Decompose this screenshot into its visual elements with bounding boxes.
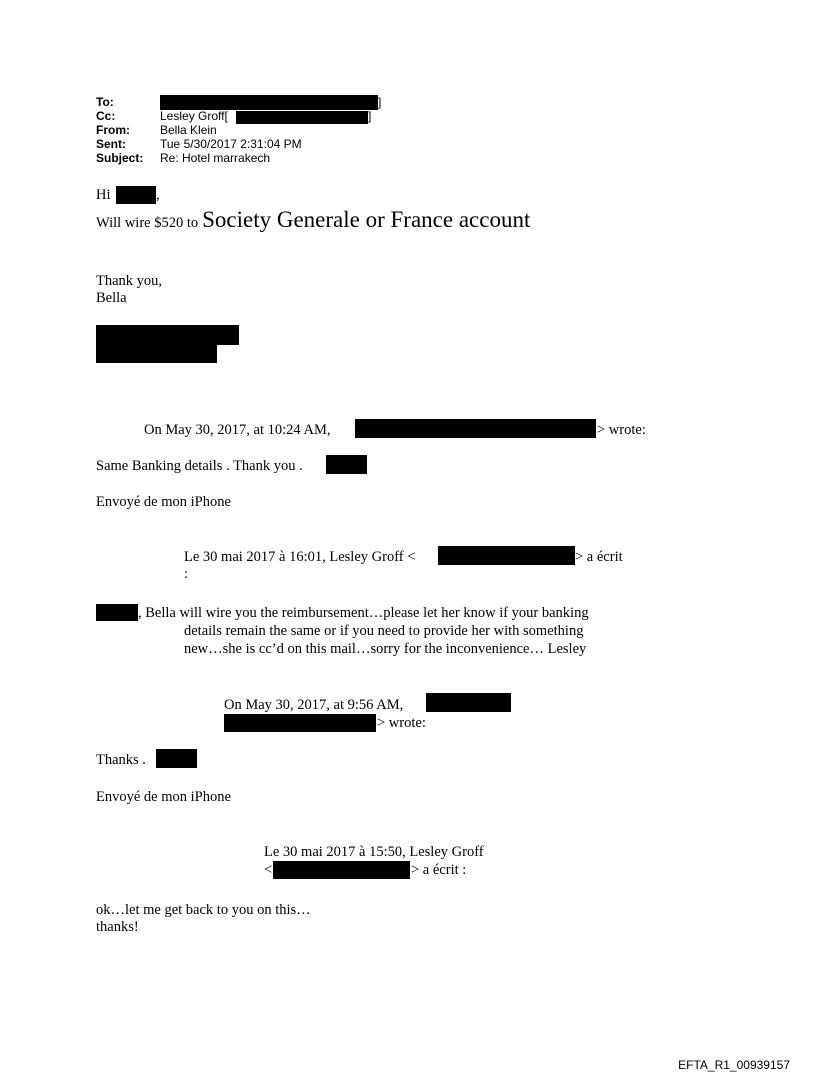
cc-value: Lesley Groff[ — [160, 109, 228, 123]
quote2-intro: Le 30 mai 2017 à 16:01, Lesley Groff < — [184, 549, 416, 565]
quote1-sent-from: Envoyé de mon iPhone — [96, 494, 231, 510]
redaction-quote3-name — [156, 749, 197, 768]
sent-value: Tue 5/30/2017 2:31:04 PM — [160, 137, 302, 151]
redaction-greeting-name — [116, 186, 156, 204]
redaction-quote3-sender-2 — [224, 714, 376, 732]
redaction-quote2-email — [438, 546, 575, 565]
redaction-quote1-sender — [355, 419, 596, 438]
quote2-wrote: > a écrit — [575, 549, 623, 565]
quote3-sent-from: Envoyé de mon iPhone — [96, 789, 231, 805]
quote4-lt: < — [264, 862, 273, 878]
wire-account: Society Generale or France account — [202, 207, 531, 232]
from-label: From: — [96, 123, 130, 137]
redaction-to — [160, 95, 378, 110]
quote4-line2: thanks! — [96, 919, 139, 935]
subject-value: Re: Hotel marrakech — [160, 151, 271, 165]
quote2-line1: , Bella will wire you the reimbursement…please let her know if your banking — [138, 605, 589, 621]
quote2-line2: details remain the same or if you need to provide her with something — [184, 623, 584, 639]
quote4-intro: Le 30 mai 2017 à 15:50, Lesley Groff — [264, 844, 484, 860]
wire-line — [96, 207, 530, 233]
quote1-intro: On May 30, 2017, at 10:24 AM, — [144, 422, 331, 438]
quote4-wrote: > a écrit : — [411, 862, 467, 878]
cc-bracket: ] — [368, 109, 372, 123]
sent-label: Sent: — [96, 137, 126, 151]
document-id: EFTA_R1_00939157 — [678, 1058, 790, 1072]
signature: Bella — [96, 290, 127, 306]
cc-label: Cc: — [96, 109, 116, 123]
redaction-cc — [236, 111, 368, 124]
redaction-quote3-sender-1 — [426, 693, 511, 712]
redaction-signature-1 — [96, 325, 239, 345]
quote2-colon: : — [184, 566, 189, 582]
quote1-body: Same Banking details . Thank you . — [96, 458, 303, 474]
quote3-wrote: > wrote: — [377, 715, 426, 731]
subject-label: Subject: — [96, 151, 144, 165]
quote4-line1: ok…let me get back to you on this… — [96, 902, 311, 918]
from-value: Bella Klein — [160, 123, 217, 137]
quote2-line3: new…she is cc’d on this mail…sorry for the inconvenience… Lesley — [184, 641, 587, 657]
quote3-intro: On May 30, 2017, at 9:56 AM, — [224, 697, 404, 713]
to-label: To: — [96, 95, 114, 109]
redaction-quote2-name — [96, 604, 138, 621]
greeting-comma: , — [156, 187, 160, 203]
redaction-quote4-email — [273, 861, 410, 879]
thanks-line: Thank you, — [96, 273, 163, 289]
greeting: Hi — [96, 187, 111, 203]
redaction-signature-2 — [96, 345, 217, 363]
quote1-wrote: > wrote: — [597, 422, 646, 438]
quote3-body: Thanks . — [96, 752, 146, 768]
wire-prefix: Will wire $520 to — [96, 215, 199, 231]
to-bracket: ] — [378, 95, 382, 109]
redaction-quote1-name — [326, 455, 367, 474]
